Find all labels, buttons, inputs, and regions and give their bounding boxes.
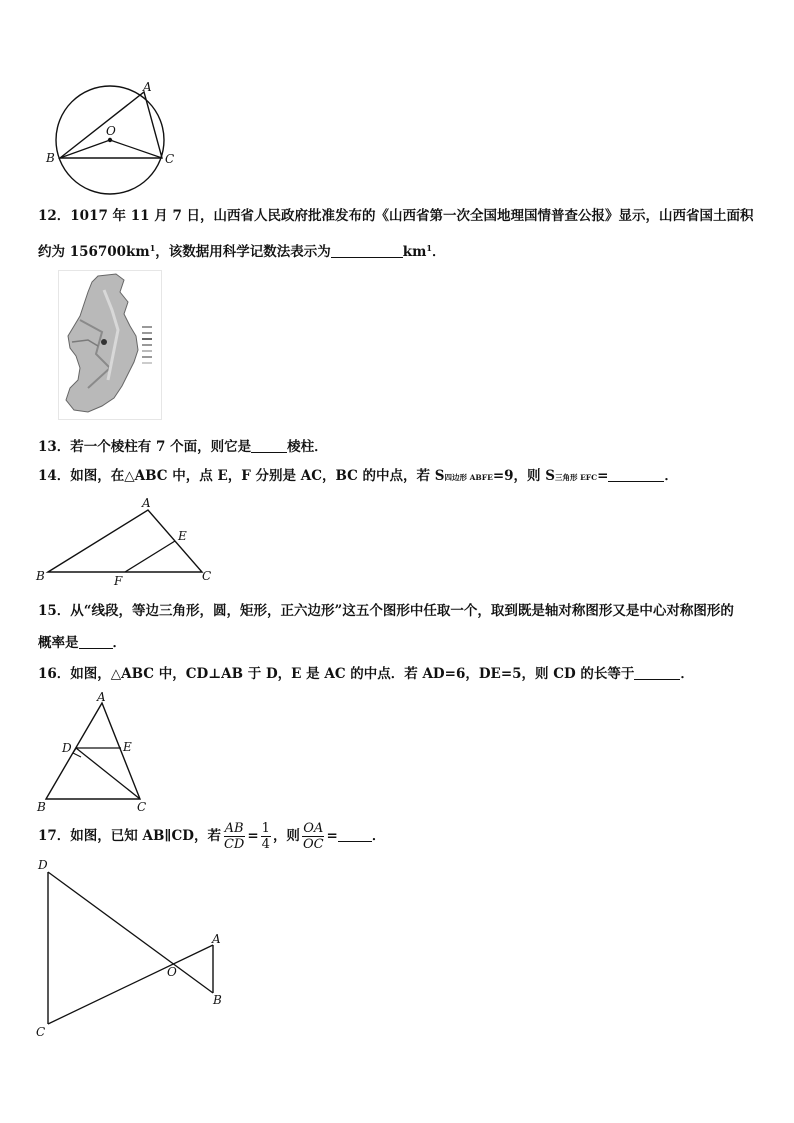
q12-text-2c: km xyxy=(402,244,427,260)
fraction-one-quarter-numerator: 1 xyxy=(261,821,270,836)
q15-text-2: 概率是 xyxy=(38,635,79,651)
label-a: A xyxy=(142,496,151,510)
q14-text-3: = xyxy=(597,468,609,484)
q17-equals: = xyxy=(247,828,259,844)
label-o: O xyxy=(106,124,116,138)
fraction-one-quarter xyxy=(261,821,271,852)
q14-text-1: 14．如图，在△ABC 中，点 E，F 分别是 AC，BC 的中点，若 S xyxy=(38,468,445,484)
center-point xyxy=(108,138,112,142)
fraction-oa-oc xyxy=(302,821,325,852)
label-c: C xyxy=(137,800,147,814)
label-b: B xyxy=(213,993,222,1007)
label-c: C xyxy=(165,152,175,166)
segment-fe xyxy=(125,541,175,572)
question-12-line-1 xyxy=(38,206,754,226)
q14-sub-1: 四边形 ABFE xyxy=(444,473,493,482)
q16-text-2: ． xyxy=(680,666,694,682)
segment-ca xyxy=(48,945,213,1024)
q15-text-3: ． xyxy=(112,635,126,651)
q17-text-3: = xyxy=(326,828,338,844)
label-c: C xyxy=(36,1025,46,1039)
segment-oc xyxy=(110,140,162,158)
q13-text-1: 13．若一个棱柱有 7 个面，则它是 xyxy=(38,439,252,455)
segment-ob xyxy=(60,140,110,158)
label-a: A xyxy=(143,80,152,94)
q17-text-4: ． xyxy=(371,828,386,844)
q13-text-2: 棱柱． xyxy=(287,439,328,455)
fraction-ab-cd xyxy=(223,821,245,852)
q14-sub-2: 三角形 EFC xyxy=(554,473,598,482)
q12-text-2b: ，该数据用科学记数法表示为 xyxy=(155,244,331,260)
circle-triangle-figure xyxy=(40,78,180,200)
label-b: B xyxy=(46,151,55,165)
q15-text-1: 15．从“线段，等边三角形，圆，矩形，正六边形”这五个图形中任取一个，取到既是轴对称图形又是中心对称图形的 xyxy=(38,603,734,619)
label-a: A xyxy=(97,690,106,704)
q12-sup-2: 1 xyxy=(426,243,432,253)
q16-answer-blank[interactable] xyxy=(634,665,680,680)
q12-text-2a: 约为 156700km xyxy=(38,244,150,260)
question-15-line-1 xyxy=(38,601,734,621)
map-city-marker xyxy=(101,339,107,345)
question-14 xyxy=(38,466,678,488)
shanxi-map-figure xyxy=(58,270,162,420)
label-e: E xyxy=(178,529,187,543)
label-d: D xyxy=(62,741,72,755)
label-o: O xyxy=(167,965,177,979)
q14-answer-blank[interactable] xyxy=(608,467,664,482)
question-13 xyxy=(38,437,328,457)
fraction-oa-oc-denominator: OC xyxy=(302,837,324,852)
label-a: A xyxy=(212,932,221,946)
q12-text-1: 12．1017 年 11 月 7 日，山西省人民政府批准发布的《山西省第一次全国地理国情普查公报》显示，山西省国土面积 xyxy=(38,208,754,224)
label-f: F xyxy=(114,574,123,586)
fraction-oa-oc-numerator: OA xyxy=(303,821,324,836)
label-b: B xyxy=(37,800,46,814)
question-17 xyxy=(38,816,385,856)
triangle-abc-midpoints-figure xyxy=(34,494,220,586)
q17-text-2: ，则 xyxy=(272,828,300,844)
triangle-altitude-figure xyxy=(30,690,160,816)
q12-answer-blank[interactable] xyxy=(331,243,403,258)
q15-answer-blank[interactable] xyxy=(79,634,113,649)
fraction-ab-cd-denominator: CD xyxy=(223,837,245,852)
q17-answer-blank[interactable] xyxy=(338,827,372,842)
question-12-line-2 xyxy=(38,238,446,262)
q12-text-2d: ． xyxy=(432,244,446,260)
question-16 xyxy=(38,664,694,684)
label-e: E xyxy=(123,740,132,754)
q14-text-2: =9，则 S xyxy=(492,468,555,484)
label-c: C xyxy=(202,569,212,583)
fraction-ab-cd-numerator: AB xyxy=(224,821,244,836)
label-d: D xyxy=(38,858,48,872)
segment-db xyxy=(48,872,213,993)
fraction-one-quarter-denominator: 4 xyxy=(261,837,270,852)
q14-text-4: ． xyxy=(664,468,678,484)
q12-sup-1: 1 xyxy=(149,243,156,253)
label-b: B xyxy=(36,569,45,583)
parallel-lines-triangles-figure xyxy=(30,852,230,1042)
question-15-line-2 xyxy=(38,633,126,653)
q17-text-1: 17．如图，已知 AB∥CD，若 xyxy=(38,828,221,844)
q13-answer-blank[interactable] xyxy=(251,438,287,453)
q16-text-1: 16．如图，△ABC 中，CD⊥AB 于 D，E 是 AC 的中点．若 AD=6，DE=5，则 CD 的长等于 xyxy=(38,666,635,682)
